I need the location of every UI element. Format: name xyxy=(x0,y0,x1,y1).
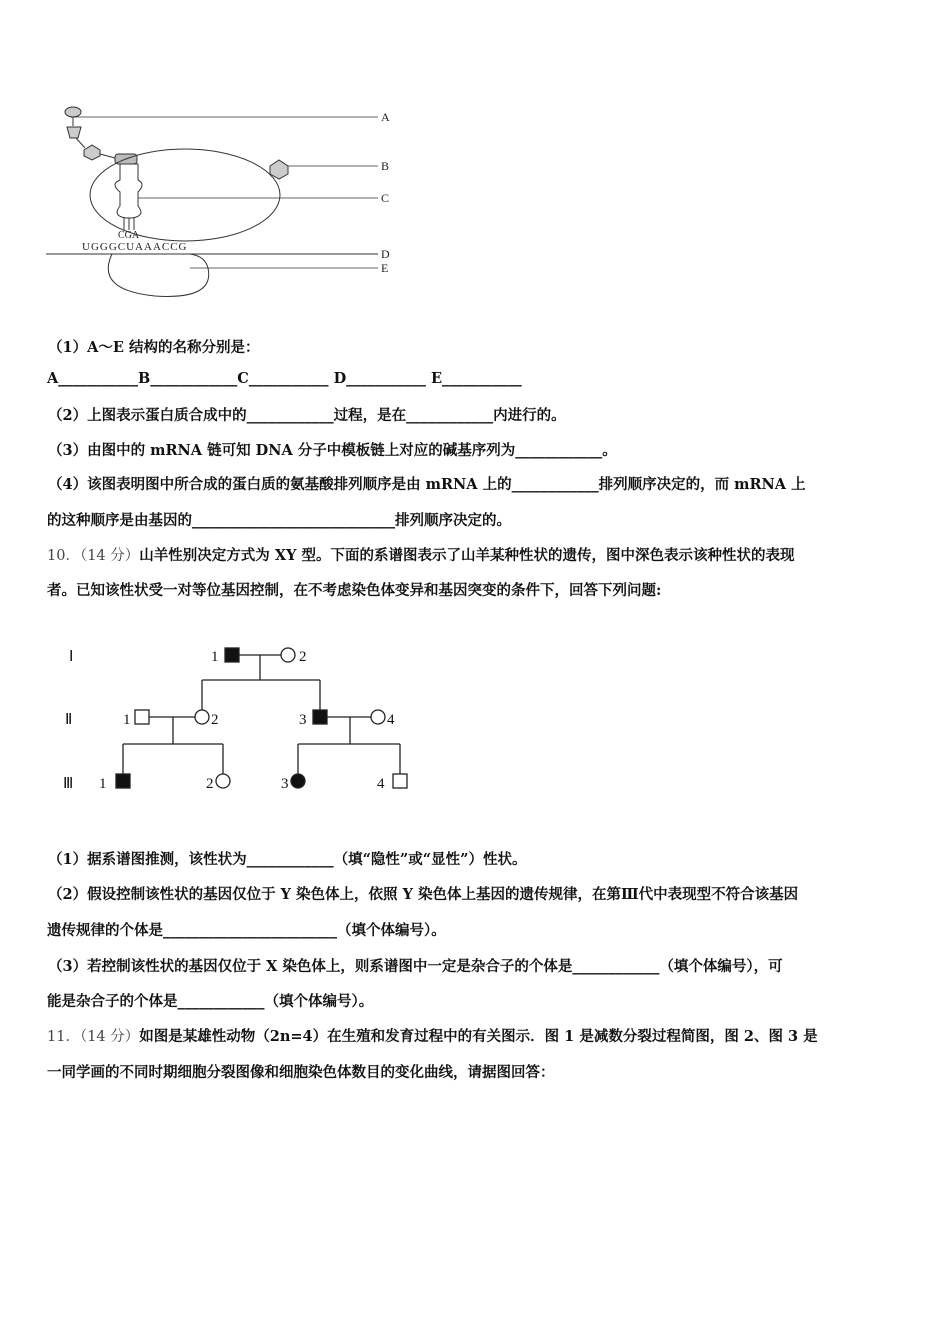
q10-part3-line2[interactable]: 能是杂合子的个体是____________（填个体编号）。 xyxy=(47,993,374,1010)
translation-diagram xyxy=(40,100,410,300)
generation-label-2: Ⅱ xyxy=(65,712,73,728)
q11-number: 11．（14 分） xyxy=(47,1029,140,1045)
q10-stem-line1 xyxy=(47,544,794,565)
q11-stem-line1 xyxy=(47,1025,818,1046)
label-a: A xyxy=(381,110,390,124)
q9-part4-line1[interactable]: （4）该图表明图中所合成的蛋白质的氨基酸排列顺序是由 mRNA 上的____________排列顺序决定的，而 mRNA 上 xyxy=(48,476,806,493)
q9-part1-blanks[interactable]: A___________B____________C___________ D___________ E___________ xyxy=(47,370,522,387)
id-III-4: 4 xyxy=(377,776,385,792)
id-I-2: 2 xyxy=(299,649,307,665)
id-II-3: 3 xyxy=(299,712,307,728)
q10-text1: 山羊性别决定方式为 XY 型。下面的系谱图表示了山羊某种性状的遗传，图中深色表示该种性状的表现 xyxy=(139,547,795,564)
label-c: C xyxy=(381,191,390,205)
q10-stem-line2: 者。已知该性状受一对等位基因控制，在不考虑染色体变异和基因突变的条件下，回答下列问题: xyxy=(47,582,662,599)
pedigree-II-1-male xyxy=(135,710,149,724)
pedigree-III-1-affected-male xyxy=(116,774,130,788)
generation-label-3: Ⅲ xyxy=(63,776,74,792)
pedigree-III-4-male xyxy=(393,774,407,788)
q11-text1: 如图是某雄性动物（2n=4）在生殖和发育过程中的有关图示．图 1 是减数分裂过程简图，图 2、图 3 是 xyxy=(139,1028,818,1045)
q10-number: 10．（14 分） xyxy=(47,548,140,564)
pedigree-chart xyxy=(55,640,435,800)
label-e: E xyxy=(381,261,389,275)
q10-part2-line1: （2）假设控制该性状的基因仅位于 Y 染色体上，依照 Y 染色体上基因的遗传规律，在第Ⅲ代中表现型不符合该基因 xyxy=(48,886,799,903)
id-I-1: 1 xyxy=(211,649,219,665)
q9-part2[interactable]: （2）上图表示蛋白质合成中的____________过程，是在____________内进行的。 xyxy=(48,407,566,424)
q10-part1[interactable]: （1）据系谱图推测，该性状为____________（填“隐性”或“显性”）性状。 xyxy=(48,851,527,868)
mrna-sequence: UGGGCUAAACCG xyxy=(82,241,188,253)
q10-part2-line2[interactable]: 遗传规律的个体是________________________（填个体编号）。 xyxy=(47,922,446,939)
pedigree-III-3-affected-female xyxy=(291,774,305,788)
id-II-2: 2 xyxy=(211,712,219,728)
id-III-1: 1 xyxy=(99,776,107,792)
pedigree-I-2-female xyxy=(281,648,295,662)
id-III-2: 2 xyxy=(206,776,214,792)
amino-acid-2 xyxy=(67,127,81,138)
q9-part4-line2[interactable]: 的这种顺序是由基因的____________________________排列顺序决定的。 xyxy=(47,512,511,529)
q9-part3[interactable]: （3）由图中的 mRNA 链可知 DNA 分子中模板链上对应的碱基序列为____________。 xyxy=(48,442,617,459)
trna xyxy=(115,164,142,218)
anticodon-label: CGA xyxy=(118,230,140,241)
label-b: B xyxy=(381,159,390,173)
pedigree-II-2-female xyxy=(195,710,209,724)
pedigree-II-4-female xyxy=(371,710,385,724)
label-d: D xyxy=(381,247,390,261)
amino-acid-3 xyxy=(84,145,100,160)
q11-stem-line2: 一同学画的不同时期细胞分裂图像和细胞染色体数目的变化曲线，请据图回答： xyxy=(47,1064,555,1081)
id-III-3: 3 xyxy=(281,776,289,792)
generation-label-1: Ⅰ xyxy=(69,649,74,665)
pedigree-III-2-female xyxy=(216,774,230,788)
pedigree-II-3-affected-male xyxy=(313,710,327,724)
amino-acid-free xyxy=(270,160,288,179)
pedigree-I-1-affected-male xyxy=(225,648,239,662)
amino-acid-1 xyxy=(65,107,81,117)
id-II-4: 4 xyxy=(387,712,395,728)
id-II-1: 1 xyxy=(123,712,131,728)
q10-part3-line1[interactable]: （3）若控制该性状的基因仅位于 X 染色体上，则系谱图中一定是杂合子的个体是____________（填个体编号），可 xyxy=(48,958,783,975)
q9-part1: （1）A～E 结构的名称分别是： xyxy=(48,339,260,356)
ribosome-small-subunit xyxy=(108,254,208,296)
